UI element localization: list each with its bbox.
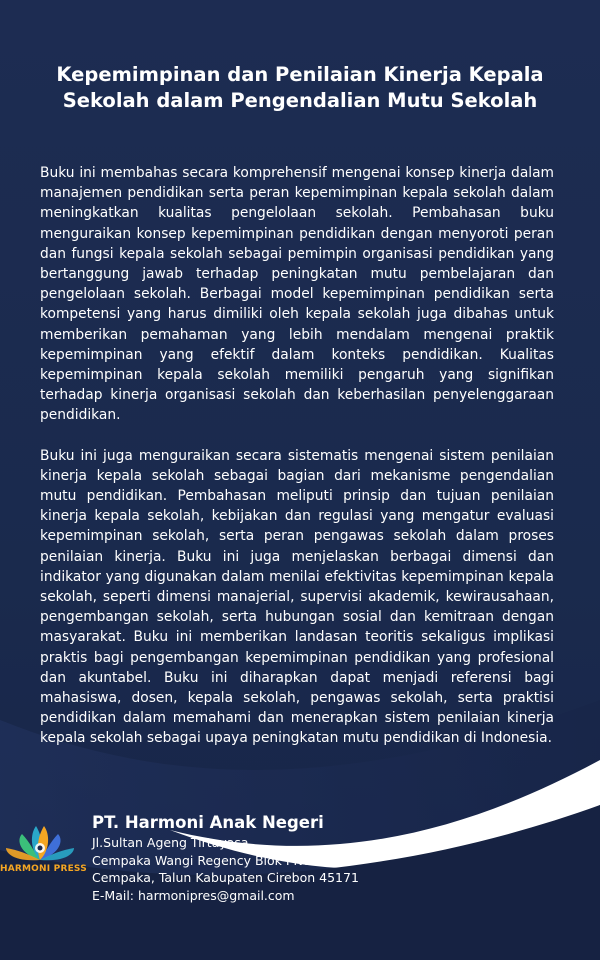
book-title bbox=[30, 62, 570, 114]
publisher-address-line-1: Jl.Sultan Ageng Tirtayasa bbox=[92, 835, 249, 850]
book-synopsis bbox=[40, 163, 554, 769]
publisher-email: E-Mail: harmonipres@gmail.com bbox=[92, 887, 295, 903]
logo-wordmark: HARMONI PRESS bbox=[0, 864, 87, 874]
synopsis-paragraph-2: Buku ini juga menguraikan secara sistematis mengenai sistem penilaian kinerja kepala sekolah sebagai bagian dari mekanisme pengendalian mutu pendidikan. Pembahasan meliputi prinsip dan tujuan penilaian kinerja kepala sekolah, kebijakan dan regulasi yang mengatur evaluasi kepemimpinan sekolah, serta peran pengawas sekolah dalam proses penilaian kinerja. Buku ini juga menjelaskan berbagai dimensi dan indikator yang digunakan dalam menilai efektivitas kepemimpinan kepala sekolah, seperti dimensi manajerial, supervisi akademik, kewirausahaan, pengembangan sekolah, serta hubungan sosial dan kemitraan dengan masyarakat. Buku ini memberikan landasan teoritis sekaligus implikasi praktis bagi pengembangan kepemimpinan pendidikan yang profesional dan akuntabel. Buku ini diharapkan dapat menjadi referensi bagi mahasiswa, dosen, kepala sekolah, pengawas sekolah, serta praktisi pendidikan dalam memahami dan menerapkan sistem penilaian kinerja kepala sekolah sebagai upaya peningkatan mutu pendidikan di Indonesia. bbox=[40, 447, 554, 747]
publisher-address-line-2: Cempaka Wangi Regency Blok I No 14 bbox=[92, 852, 331, 868]
synopsis-paragraph-1: Buku ini membahas secara komprehensif mengenai konsep kinerja dalam manajemen pendidikan serta peran kepemimpinan kepala sekolah dalam meningkatkan kualitas pengelolaan sekolah. Pembahasan buku menguraikan konsep kepemimpinan pendidikan dengan menyoroti peran dan fungsi kepala sekolah sebagai pemimpin organisasi pendidikan yang bertanggung jawab terhadap peningkatan mutu pembelajaran dan pengelolaan sekolah. Berbagai model kepemimpinan pendidikan serta kompetensi yang harus dimiliki oleh kepala sekolah juga dibahas untuk memberikan pemahaman yang lebih mendalam mengenai praktik kepemimpinan yang efektif dalam konteks pendidikan. Kualitas kepemimpinan kepala sekolah memiliki pengaruh yang signifikan terhadap kinerja organisasi sekolah dan keberhasilan penyelenggaraan pendidikan. bbox=[40, 165, 554, 424]
publisher-name: PT. Harmoni Anak Negeri bbox=[92, 813, 324, 832]
harmoni-press-logo-icon bbox=[0, 818, 92, 884]
publisher-address-line-3: Cempaka, Talun Kabupaten Cirebon 45171 bbox=[92, 870, 359, 885]
publisher-info bbox=[92, 812, 512, 904]
title-line-1: Kepemimpinan dan Penilaian Kinerja Kepala bbox=[56, 63, 544, 86]
title-line-2: Sekolah dalam Pengendalian Mutu Sekolah bbox=[62, 89, 538, 112]
